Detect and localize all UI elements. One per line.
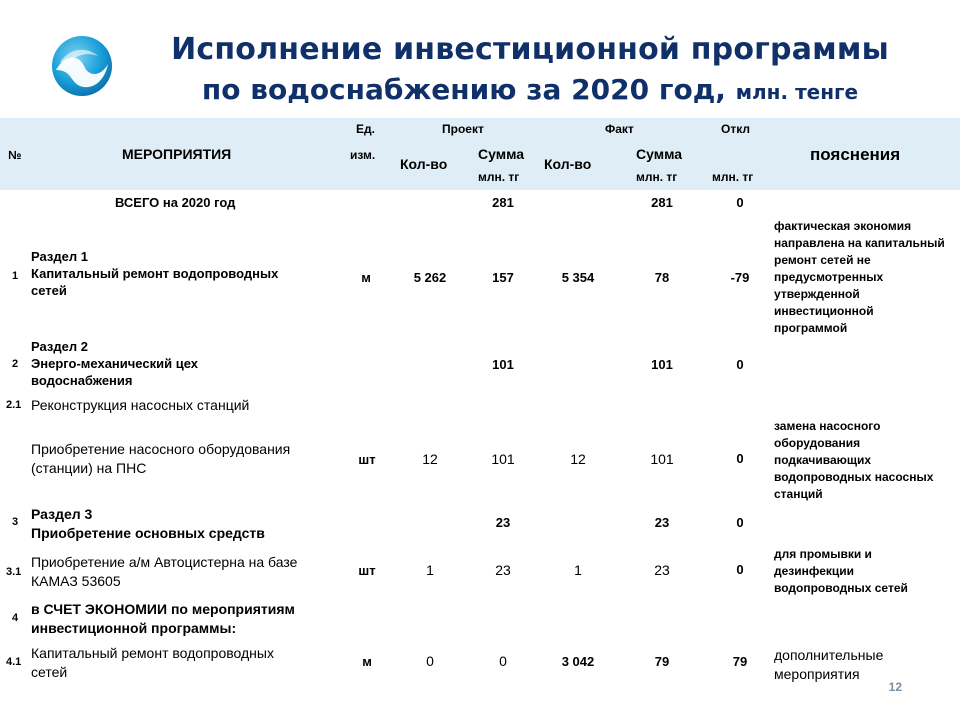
row-1-fact-sum: 78 [654, 270, 670, 285]
row-2-project-sum: 101 [492, 357, 514, 372]
row-3-1-note-line-3: водопроводных сетей [774, 581, 908, 595]
header-deviation: Откл [721, 122, 750, 136]
header-project: Проект [442, 122, 484, 136]
row-1-project-sum: 157 [492, 270, 514, 285]
header-notes: пояснения [810, 145, 901, 164]
header-unit-top: Ед. [356, 122, 375, 136]
row-3-1-name-line-2: КАМАЗ 53605 [31, 573, 121, 589]
row-4-1-fact-qty: 3 042 [561, 654, 595, 669]
row-2-1-item-fact-sum: 101 [650, 451, 674, 467]
header-fact-qty: Кол-во [544, 156, 592, 172]
header-fact-sum-bottom: млн. тг [636, 170, 678, 184]
row-2-1-item-name-line-1: Приобретение насосного оборудования [31, 441, 291, 457]
row-2-1-item-name-line-2: (станции) на ПНС [31, 460, 147, 476]
title-unit: млн. тенге [735, 80, 859, 104]
row-2-1-item-note [774, 418, 960, 503]
header-measures: МЕРОПРИЯТИЯ [122, 146, 232, 162]
row-3-deviation: 0 [736, 515, 744, 530]
row-1-name-line-2: Капитальный ремонт водопроводных [31, 266, 279, 281]
title-year-text: по водоснабжению за 2020 год, [201, 73, 726, 106]
row-4-1-project-qty: 0 [426, 653, 434, 669]
row-4-1-unit: м [362, 654, 372, 669]
header-no: № [8, 148, 22, 162]
table-header [0, 118, 960, 190]
row-4-1-note-line-2: мероприятия [774, 666, 860, 682]
row-3-1-project-qty: 1 [426, 562, 434, 578]
row-4-1-deviation: 79 [732, 654, 748, 669]
row-2-1-item-note-line-5: станций [774, 487, 823, 501]
row-2-name-line-3: водоснабжения [31, 373, 133, 388]
row-4-name-line-2: инвестиционной программы: [31, 620, 237, 636]
row-2-1-item-project-qty: 12 [422, 451, 438, 467]
row-3-name [31, 505, 265, 543]
row-2-1-item-note-line-2: оборудования [774, 436, 861, 450]
row-3-1-fact-qty: 1 [574, 562, 582, 578]
row-4-1-name [31, 644, 274, 682]
header-fact: Факт [605, 122, 634, 136]
row-2-1-item-note-line-1: замена насосного [774, 419, 881, 433]
row-3-1-note [774, 546, 960, 597]
row-3-1-name-line-1: Приобретение а/м Автоцистерна на базе [31, 554, 298, 570]
row-2-1-name: Реконструкция насосных станций [31, 397, 250, 413]
row-4-1-note-line-1: дополнительные [774, 647, 884, 663]
row-4-number: 4 [12, 612, 19, 624]
row-3-1-name [31, 553, 297, 591]
row-2-1-item-fact-qty: 12 [570, 451, 586, 467]
row-3-1-unit: шт [358, 563, 376, 578]
row-1-note-line-5: утвержденной [774, 287, 860, 301]
row-2-1-item-deviation: 0 [736, 451, 744, 466]
header-project-sum-top: Сумма [478, 146, 525, 162]
row-4-1-fact-sum: 79 [654, 654, 670, 669]
row-1-note [774, 218, 960, 337]
row-3-number: 3 [12, 516, 19, 528]
row-3-1-fact-sum: 23 [654, 562, 670, 578]
header-project-qty: Кол-во [400, 156, 448, 172]
row-3-name-line-2: Приобретение основных средств [31, 525, 265, 541]
row-4-name-line-1: в СЧЕТ ЭКОНОМИИ по мероприятиям [31, 601, 295, 617]
slide-title [130, 30, 930, 112]
total-name: ВСЕГО на 2020 год [115, 195, 236, 210]
row-3-name-line-1: Раздел 3 [31, 506, 93, 522]
row-1-fact-qty: 5 354 [561, 270, 595, 285]
row-3-1-number: 3.1 [6, 566, 22, 578]
row-1-note-line-7: программой [774, 321, 848, 335]
row-4-1-note [774, 646, 960, 684]
row-4-1-number: 4.1 [6, 656, 22, 668]
title-line-1: Исполнение инвестиционной программы [171, 32, 889, 67]
row-2-deviation: 0 [736, 357, 744, 372]
total-project-sum: 281 [492, 195, 514, 210]
row-2-1-number: 2.1 [6, 399, 22, 411]
row-4-name [31, 600, 295, 638]
title-line-2 [130, 70, 930, 112]
row-2-name [31, 338, 198, 389]
row-2-name-line-2: Энерго-механический цех [31, 356, 198, 371]
row-3-1-project-sum: 23 [495, 562, 511, 578]
header-unit-bottom: изм. [350, 148, 376, 162]
row-1-name-line-3: сетей [31, 283, 67, 298]
row-1-deviation: -79 [730, 270, 750, 285]
row-1-number: 1 [12, 270, 19, 282]
row-4-1-project-sum: 0 [499, 653, 507, 669]
row-1-note-line-6: инвестиционной [774, 304, 874, 318]
row-3-project-sum: 23 [495, 515, 511, 530]
header-fact-sum-top: Сумма [636, 146, 683, 162]
header-deviation-bottom: млн. тг [712, 170, 754, 184]
row-2-1-item-note-line-4: водопроводных насосных [774, 470, 934, 484]
row-1-project-qty: 5 262 [413, 270, 447, 285]
row-1-note-line-1: фактическая экономия [774, 219, 912, 233]
row-1-note-line-2: направлена на капитальный [774, 236, 945, 250]
header-project-sum-bottom: млн. тг [478, 170, 520, 184]
row-2-name-line-1: Раздел 2 [31, 339, 88, 354]
page-number: 12 [888, 680, 902, 694]
row-3-1-deviation: 0 [736, 562, 744, 577]
row-1-unit: м [361, 270, 371, 285]
row-3-1-note-line-2: дезинфекции [774, 564, 855, 578]
row-1-name-line-1: Раздел 1 [31, 249, 88, 264]
row-2-1-item-name [31, 440, 290, 478]
row-1-note-line-3: ремонт сетей не [774, 253, 871, 267]
row-3-fact-sum: 23 [654, 515, 670, 530]
row-2-number: 2 [12, 358, 19, 370]
row-3-1-note-line-1: для промывки и [774, 547, 872, 561]
total-fact-sum: 281 [651, 195, 673, 210]
row-4-1-name-line-2: сетей [31, 664, 68, 680]
row-2-fact-sum: 101 [651, 357, 673, 372]
row-2-1-item-project-sum: 101 [491, 451, 515, 467]
company-logo [50, 34, 114, 98]
row-4-1-name-line-1: Капитальный ремонт водопроводных [31, 645, 274, 661]
total-deviation: 0 [736, 195, 744, 210]
row-1-name [31, 248, 278, 299]
row-2-1-item-note-line-3: подкачивающих [774, 453, 872, 467]
row-2-1-item-unit: шт [358, 452, 376, 467]
row-1-note-line-4: предусмотренных [774, 270, 884, 284]
